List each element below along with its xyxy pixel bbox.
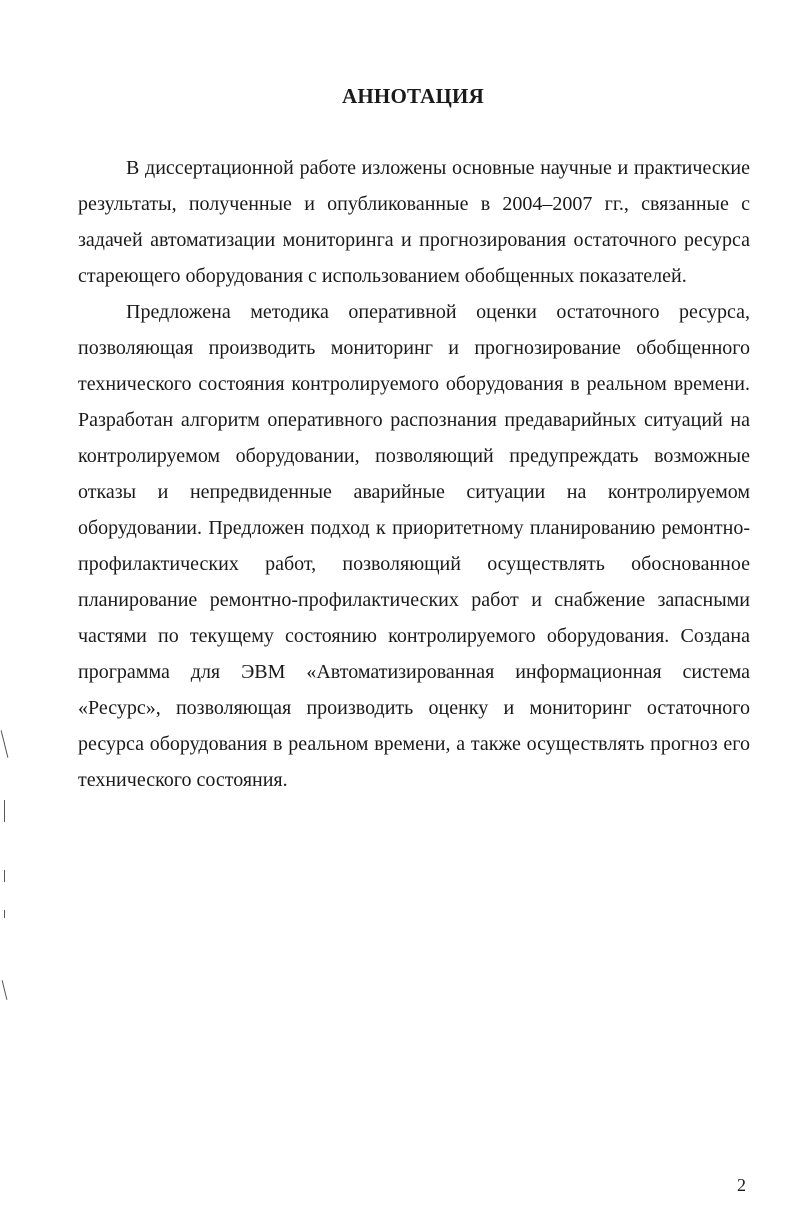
scan-mark: [4, 870, 5, 882]
scan-mark: [2, 980, 8, 1000]
page-number: 2: [737, 1175, 746, 1195]
page-title: АННОТАЦИЯ: [342, 84, 484, 108]
scan-mark: [4, 800, 5, 822]
paragraph-2: Предложена методика оперативной оценки остаточного ресурса, позволяющая производить мониторинг и прогнозирование обобщенного технического состояния контролируемого оборудования в реальном времени. Разработан алгоритм оперативного распознания предаварийных ситуаций на контролируемом оборудовании, позволяющий предупреждать возможные отказы и непредвиденные аварийные ситуации на контролируемом оборудовании. Предложен подход к приоритетному планированию ремонтно-профилактических работ, позволяющий осуществлять обоснованное планирование ремонтно-профилактических работ и снабжение запасными частями по текущему состоянию контролируемого оборудования. Создана программа для ЭВМ «Автоматизированная информационная система «Ресурс», позволяющая производить оценку и мониторинг остаточного ресурса оборудования в реальном времени, а также осуществлять прогноз его технического состояния.: [78, 301, 750, 791]
scan-mark: [1, 730, 9, 757]
scan-mark: [4, 910, 5, 918]
paragraph-1: В диссертационной работе изложены основные научные и практические результаты, полученные и опубликованные в 2004–2007 гг., связанные с задачей автоматизации мониторинга и прогнозирования остаточного ресурса стареющего оборудования с использованием обобщенных показателей.: [78, 157, 750, 287]
annotation-body: [78, 150, 750, 798]
